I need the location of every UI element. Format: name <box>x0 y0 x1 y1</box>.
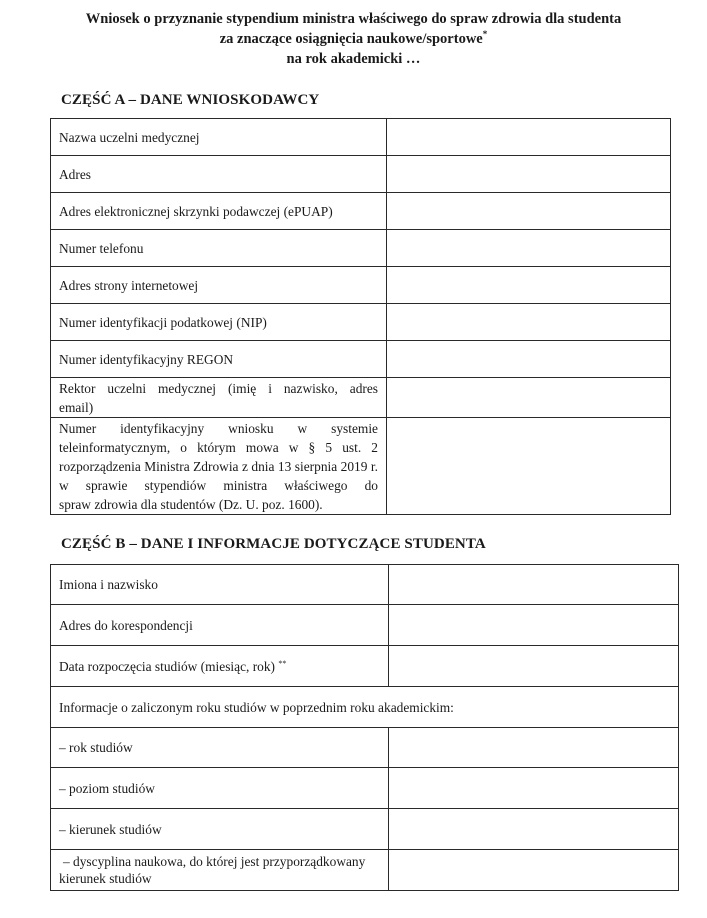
title-line-1: Wniosek o przyznanie stypendium ministra właściwego do spraw zdrowia dla studenta <box>85 11 622 27</box>
field-value-rok-studiow[interactable] <box>389 728 679 768</box>
field-label: Adres elektronicznej skrzynki podawczej (ePUAP) <box>51 193 387 230</box>
field-label <box>51 646 389 687</box>
field-label: Imiona i nazwisko <box>51 565 389 605</box>
field-value-rektor[interactable] <box>387 378 671 418</box>
field-label-paragraph: Numer identyfikacyjny wniosku w systemie teleinformatycznym, o którym mowa w § 5 ust. 2 rozporządzenia Ministra Zdrowia z dnia 13 sierpnia 2019 r. w sprawie stypendiów ministra właściwego do <box>59 420 378 493</box>
field-label <box>51 378 387 418</box>
table-row <box>51 378 671 418</box>
table-row <box>51 809 679 850</box>
footnote-marker: * <box>482 29 488 39</box>
table-row <box>51 341 671 378</box>
field-label: Numer identyfikacyjny REGON <box>51 341 387 378</box>
field-value-dyscyplina[interactable] <box>389 850 679 891</box>
field-label <box>51 418 387 515</box>
field-label: Adres do korespondencji <box>51 605 389 646</box>
field-value-www[interactable] <box>387 267 671 304</box>
field-value-adres-korespondencji[interactable] <box>389 605 679 646</box>
table-row <box>51 728 679 768</box>
table-row <box>51 267 671 304</box>
table-row <box>51 605 679 646</box>
field-value-regon[interactable] <box>387 341 671 378</box>
field-value-poziom-studiow[interactable] <box>389 768 679 809</box>
field-label-line: spraw zdrowia dla studentów (Dz. U. poz. 1600). <box>59 496 323 512</box>
field-value-epuap[interactable] <box>387 193 671 230</box>
section-b-heading: CZĘŚĆ B – DANE I INFORMACJE DOTYCZĄCE STUDENTA <box>61 536 486 552</box>
field-label: Numer telefonu <box>51 230 387 267</box>
title-line-2-text: za znaczące osiągnięcia naukowe/sportowe <box>219 31 483 47</box>
field-value-numer-wniosku[interactable] <box>387 418 671 515</box>
field-value-telefon[interactable] <box>387 230 671 267</box>
table-row <box>51 646 679 687</box>
field-label-text: Data rozpoczęcia studiów (miesiąc, rok) <box>59 658 276 674</box>
field-label-line: kierunek studiów <box>59 871 152 886</box>
field-label: Nazwa uczelni medycznej <box>51 119 387 156</box>
field-label-line: email) <box>59 399 94 415</box>
table-row <box>51 193 671 230</box>
section-a-table <box>50 118 671 515</box>
field-label <box>51 850 389 891</box>
table-row <box>51 230 671 267</box>
field-value-adres[interactable] <box>387 156 671 193</box>
field-label: – kierunek studiów <box>51 809 389 850</box>
table-row <box>51 304 671 341</box>
table-row <box>51 565 679 605</box>
table-row <box>51 768 679 809</box>
title-line-2 <box>0 29 707 49</box>
table-row <box>51 418 671 515</box>
title-line-3: na rok akademicki … <box>286 51 421 67</box>
field-label: Adres strony internetowej <box>51 267 387 304</box>
field-label: Numer identyfikacji podatkowej (NIP) <box>51 304 387 341</box>
field-label: – rok studiów <box>51 728 389 768</box>
section-b-table <box>50 564 679 891</box>
info-row-label: Informacje o zaliczonym roku studiów w poprzednim roku akademickim: <box>51 687 679 728</box>
table-row <box>51 156 671 193</box>
section-a-heading: CZĘŚĆ A – DANE WNIOSKODAWCY <box>61 92 320 108</box>
table-row <box>51 119 671 156</box>
footnote-marker: ** <box>278 658 287 668</box>
field-label: Adres <box>51 156 387 193</box>
field-value-nip[interactable] <box>387 304 671 341</box>
field-label-line: Rektor uczelni medycznej (imię i nazwisko, adres <box>59 380 378 396</box>
field-label: – poziom studiów <box>51 768 389 809</box>
field-label-line: – dyscyplina naukowa, do której jest przyporządkowany <box>63 854 366 869</box>
field-value-data-rozpoczecia[interactable] <box>389 646 679 687</box>
table-row <box>51 850 679 891</box>
field-value-uczelnia[interactable] <box>387 119 671 156</box>
field-value-kierunek-studiow[interactable] <box>389 809 679 850</box>
table-row <box>51 687 679 728</box>
field-value-imiona[interactable] <box>389 565 679 605</box>
